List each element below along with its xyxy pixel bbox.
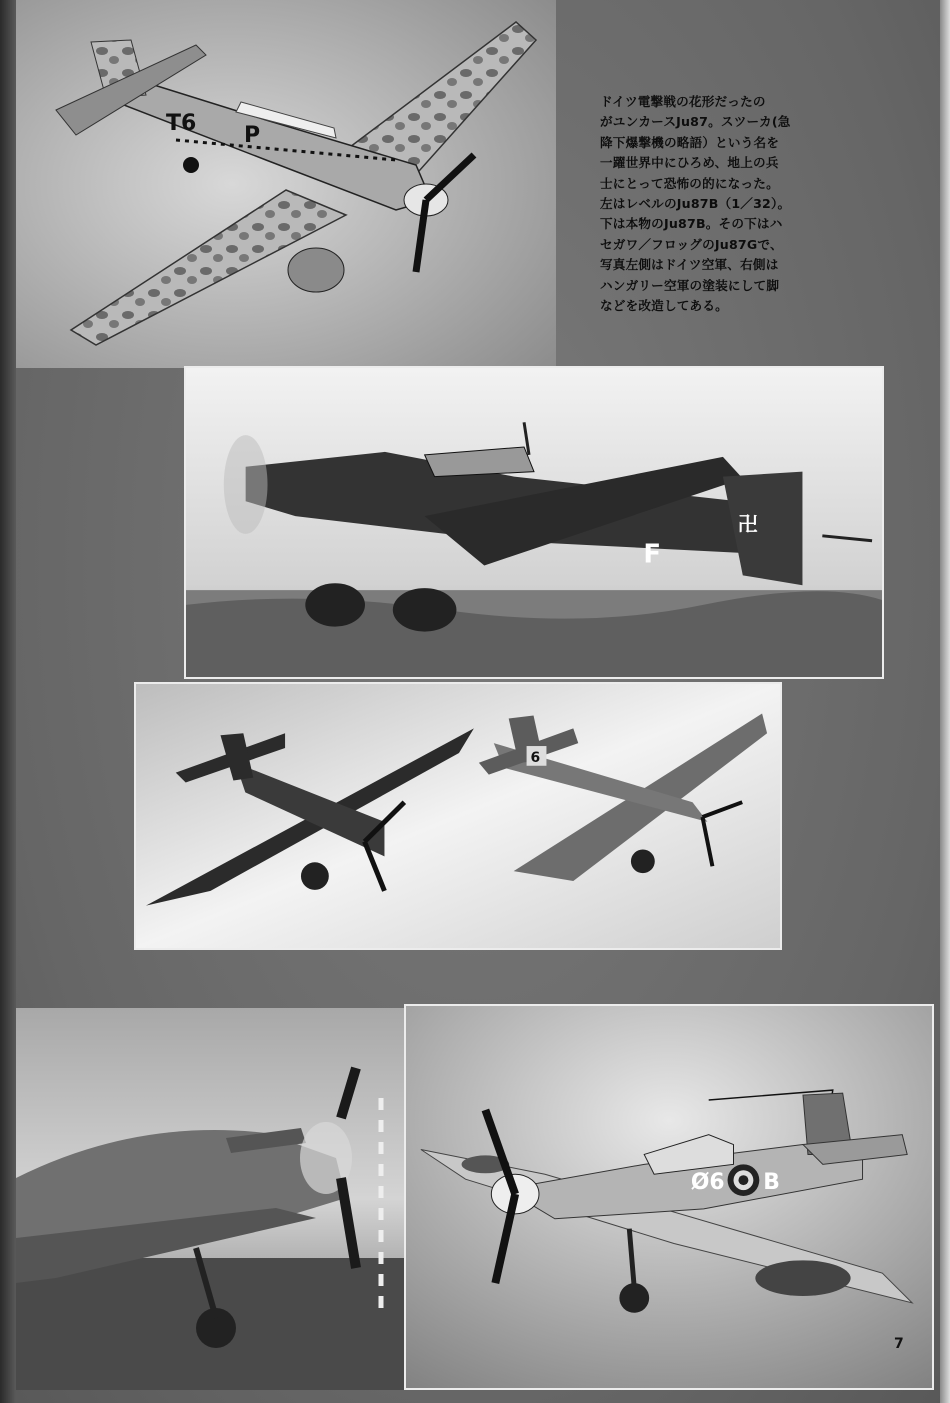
svg-text:卍: 卍 bbox=[737, 512, 758, 536]
hungarian-code-text: 6 bbox=[530, 749, 541, 766]
photo-ju87g-models-pair bbox=[134, 682, 782, 950]
page-binding-shadow bbox=[0, 0, 16, 1403]
boulton-code-left: Ø6 bbox=[690, 1170, 725, 1196]
page-edge bbox=[940, 0, 950, 1403]
page-number: 7 bbox=[894, 1336, 904, 1352]
boulton-code-right: B bbox=[763, 1170, 780, 1196]
photo-spitfire-field bbox=[16, 1008, 408, 1390]
photo-ju87b-revell-model bbox=[16, 0, 556, 368]
photo-ju87b-real-aircraft bbox=[184, 366, 884, 679]
model-letter-text: P bbox=[244, 123, 261, 148]
real-letter-text: F bbox=[643, 539, 662, 570]
photo-rafighter-model bbox=[404, 1004, 934, 1390]
model-code-text: T6 bbox=[166, 111, 197, 136]
caption-text: ドイツ電撃戦の花形だったの がユンカースJu87。スツーカ(急 降下爆撃機の略語）という名を 一躍世界中にひろめ、地上の兵 士にとって恐怖の的になった。 左はレベルのJu87B（1／32）。 下は本物のJu87B。その下はハ セガワ／フロッグのJu87Gで、 写真左側はドイツ空軍、右側は ハンガリー空軍の塗装にして脚 などを改造してある。 bbox=[600, 94, 791, 314]
